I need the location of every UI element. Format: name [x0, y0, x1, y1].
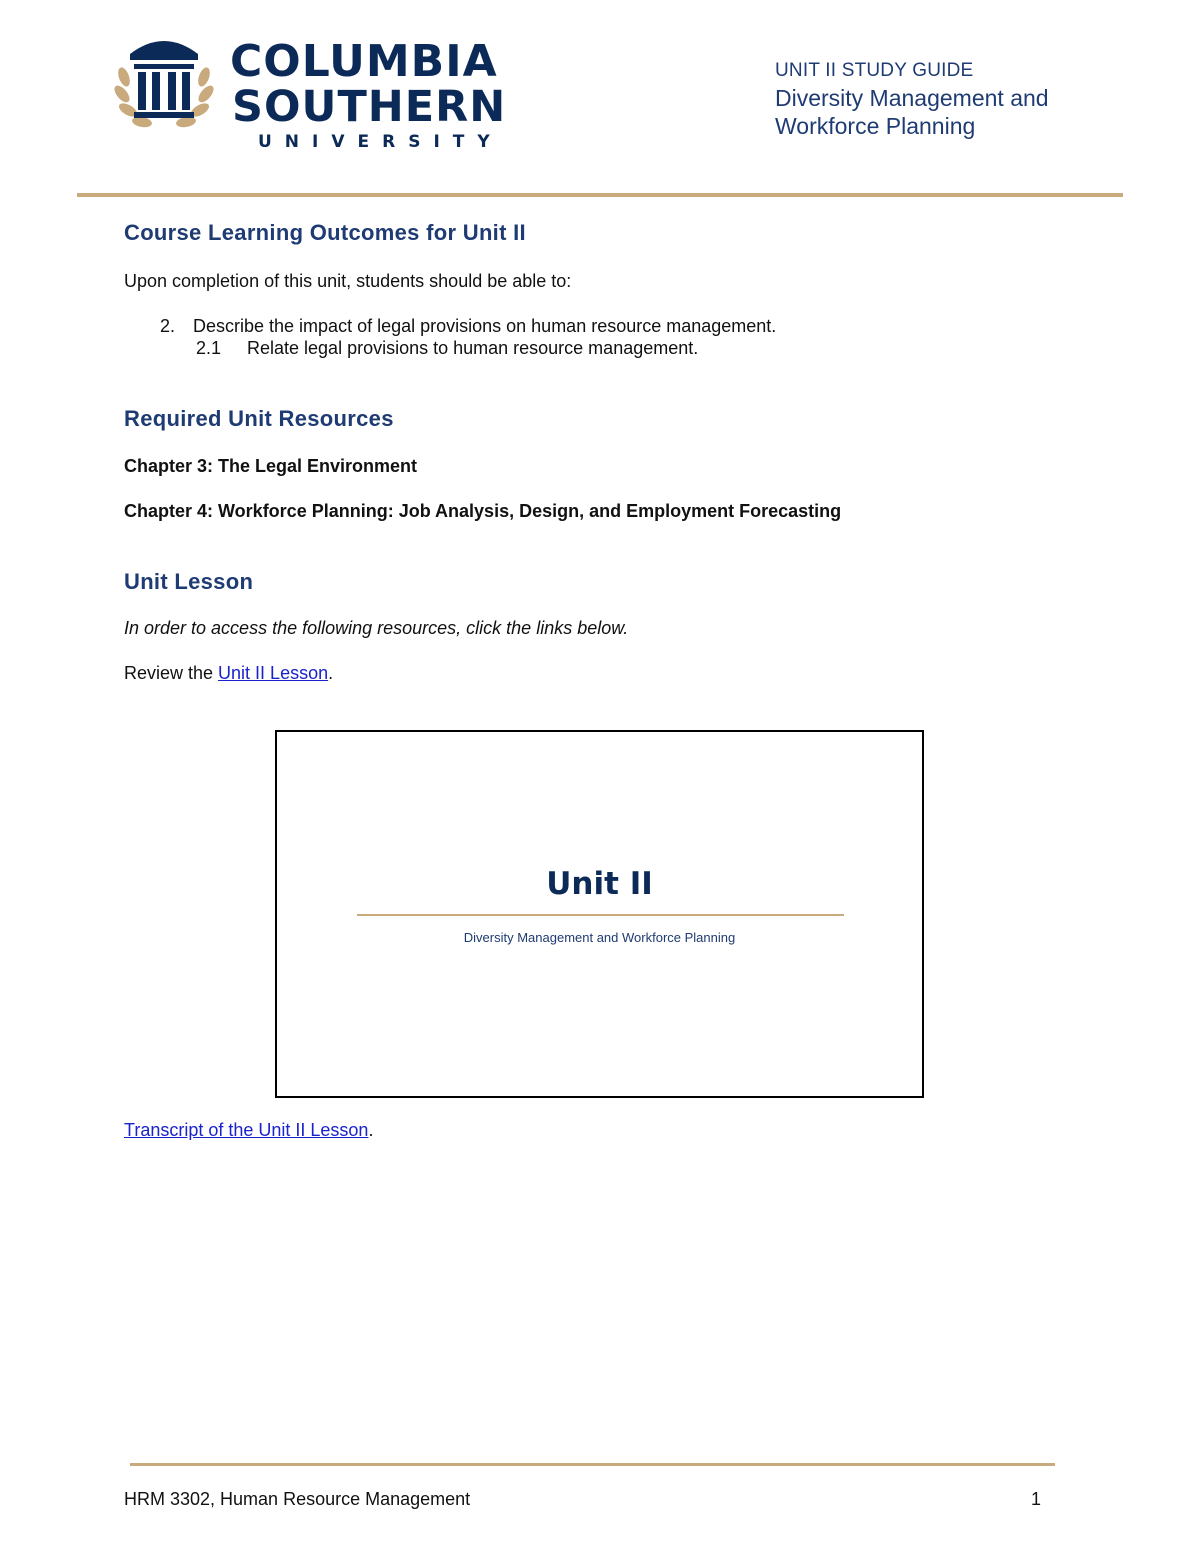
resources-heading: Required Unit Resources	[124, 406, 394, 431]
outcomes-heading: Course Learning Outcomes for Unit II	[124, 220, 526, 245]
study-guide-header	[775, 60, 1075, 140]
document-body	[124, 220, 1084, 683]
lesson-slide-thumbnail[interactable]	[275, 730, 924, 1098]
study-guide-title: Diversity Management and Workforce Planning	[775, 85, 1049, 139]
lesson-heading: Unit Lesson	[124, 569, 254, 594]
outcome-text: Relate legal provisions to human resource management.	[247, 338, 699, 358]
slide-subtitle: Diversity Management and Workforce Planning	[463, 930, 736, 945]
transcript-link[interactable]: Transcript of the Unit II Lesson	[124, 1120, 369, 1140]
resource-chapter-3: Chapter 3: The Legal Environment	[124, 456, 418, 476]
outcome-number: 2.1	[196, 338, 222, 358]
review-line	[124, 663, 333, 684]
study-guide-label: UNIT II STUDY GUIDE	[775, 60, 974, 81]
header-divider	[77, 193, 1123, 197]
page-number: 1	[1031, 1489, 1042, 1509]
review-prefix: Review the	[124, 663, 219, 683]
outcome-number: 2.	[160, 316, 176, 336]
unit-lesson-link[interactable]: Unit II Lesson	[218, 663, 329, 683]
outcome-item	[160, 316, 776, 337]
transcript-line	[124, 1120, 373, 1141]
lesson-note: In order to access the following resources, click the links below.	[124, 618, 629, 638]
logo-wordmark-line1: COLUMBIA	[230, 36, 498, 87]
slide-divider	[357, 914, 844, 916]
university-logo	[112, 28, 507, 158]
slide-title: Unit II	[546, 866, 653, 902]
footer-course: HRM 3302, Human Resource Management	[124, 1489, 471, 1509]
footer-divider	[130, 1463, 1055, 1466]
logo-wordmark-line2: SOUTHERN	[232, 82, 507, 132]
transcript-suffix: .	[368, 1120, 374, 1140]
outcome-subitem	[196, 338, 698, 359]
outcome-text: Describe the impact of legal provisions on human resource management.	[193, 316, 777, 336]
resource-chapter-4: Chapter 4: Workforce Planning: Job Analysis, Design, and Employment Forecasting	[124, 501, 842, 521]
review-suffix: .	[328, 663, 334, 683]
columns-emblem-icon	[112, 32, 216, 132]
logo-wordmark-line3: UNIVERSITY	[258, 132, 503, 152]
outcomes-intro: Upon completion of this unit, students should be able to:	[124, 271, 572, 291]
